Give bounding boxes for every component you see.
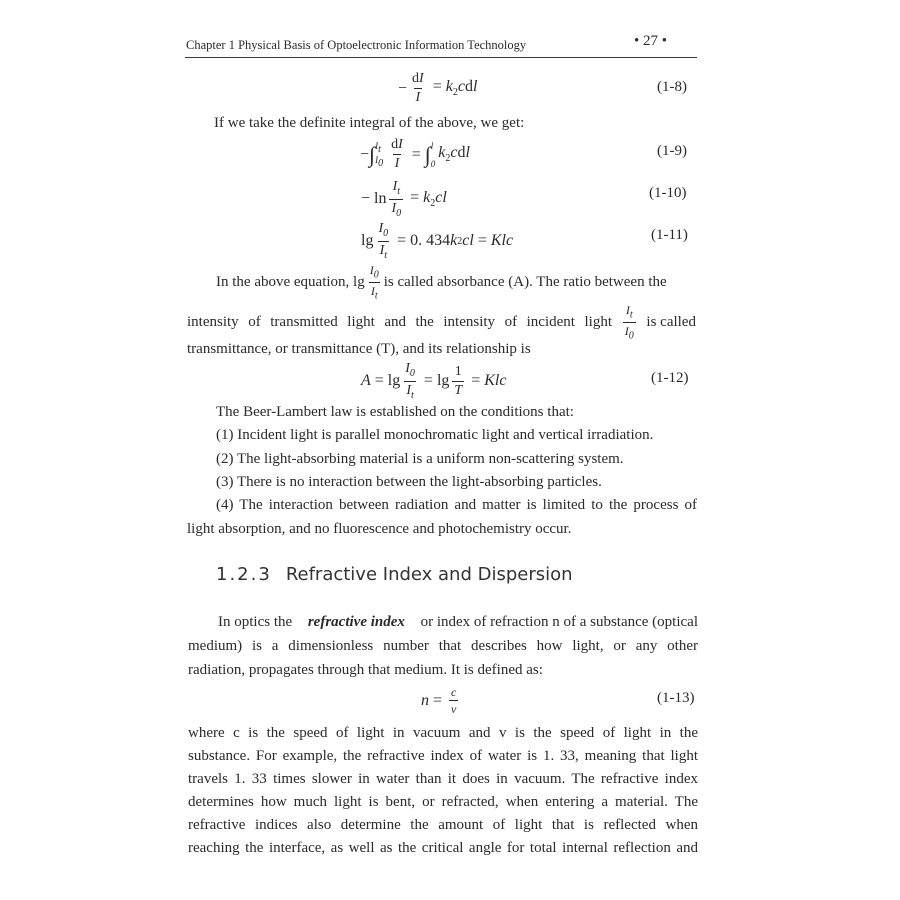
paragraph-line: If we take the definite integral of the above, we get:: [214, 115, 525, 131]
equation-1-10: − ln $\frac{I_t}{I_0}$ = $k_2cl$: [361, 179, 447, 219]
equation-number: (1-8): [657, 79, 687, 95]
equation-number: (1-9): [657, 143, 687, 159]
term-refractive-index: refractive index: [307, 614, 405, 630]
page-number: • 27 •: [634, 33, 668, 49]
equation-1-8: − $\frac{dI}{I}$ = $k_2cdl$: [398, 71, 478, 105]
paragraph-line: radiation, propagates through that medium. It is defined as:: [188, 662, 543, 678]
equation-1-11: lg $\frac{I_0}{I_t}$ = 0. 434 k 2 cl = Klc: [361, 221, 514, 261]
header-rule: [185, 57, 697, 58]
equation-1-13: n = $\frac{c}{v}$: [421, 685, 457, 716]
equation-1-9: − ∫ $I_t$ $I_0$ $\frac{dI}{I}$ = ∫ l 0 $k_2cdl$: [360, 137, 470, 171]
paragraph-line: substance. For example, the refractive index of water is 1. 33, meaning that light: [188, 748, 698, 764]
equation-number: (1-12): [651, 370, 689, 386]
equation-number: (1-11): [651, 227, 688, 243]
running-header-chapter: Chapter 1 Physical Basis of Optoelectronic Information Technology: [186, 38, 527, 52]
equation-number: (1-13): [657, 690, 695, 706]
section-title: Refractive Index and Dispersion: [285, 564, 573, 585]
list-item: (3) There is no interaction between the light-absorbing particles.: [216, 474, 602, 490]
section-number: 1.2.3: [216, 564, 272, 585]
paragraph-line: In the above equation, lg $\frac{I_0}{I_t}$ is called absorbance (A). The ratio between the: [216, 263, 667, 302]
paragraph-line: medium) is a dimensionless number that describes how light, or any other: [188, 638, 698, 654]
coefficient: 0. 434: [410, 232, 451, 250]
list-item: (1) Incident light is parallel monochromatic light and vertical irradiation.: [216, 427, 654, 443]
paragraph-line: transmittance, or transmittance (T), and its relationship is: [187, 341, 531, 357]
paragraph-line: where c is the speed of light in vacuum and v is the speed of light in the: [188, 725, 698, 741]
paragraph-line: determines how much light is bent, or refracted, when entering a material. The: [188, 794, 698, 810]
paragraph-line: travels 1. 33 times slower in water than it does in vacuum. The refractive index: [188, 771, 698, 787]
paragraph-line: reaching the interface, as well as the critical angle for total internal reflection and: [188, 840, 698, 856]
paragraph-line: refractive indices also determine the amount of light that is reflected when: [188, 817, 698, 833]
equation-1-12: A = lg $\frac{I_0}{I_t}$ = lg $\frac{1}{T}$ = Klc: [361, 361, 507, 401]
list-item: (2) The light-absorbing material is a uniform non-scattering system.: [216, 451, 624, 467]
section-heading: [216, 564, 573, 585]
paragraph-line: intensity of transmitted light and the intensity of incident light $\frac{I_t}{I_0}$ is called: [187, 303, 696, 342]
paragraph-line: The Beer-Lambert law is established on the conditions that:: [216, 404, 574, 420]
equation-number: (1-10): [649, 185, 687, 201]
paragraph-line: light absorption, and no fluorescence and photochemistry occur.: [187, 521, 572, 537]
list-item: (4) The interaction between radiation and matter is limited to the process of: [216, 497, 697, 513]
paragraph-line: In optics the refractive index or index of refraction n of a substance (optical: [218, 614, 698, 630]
